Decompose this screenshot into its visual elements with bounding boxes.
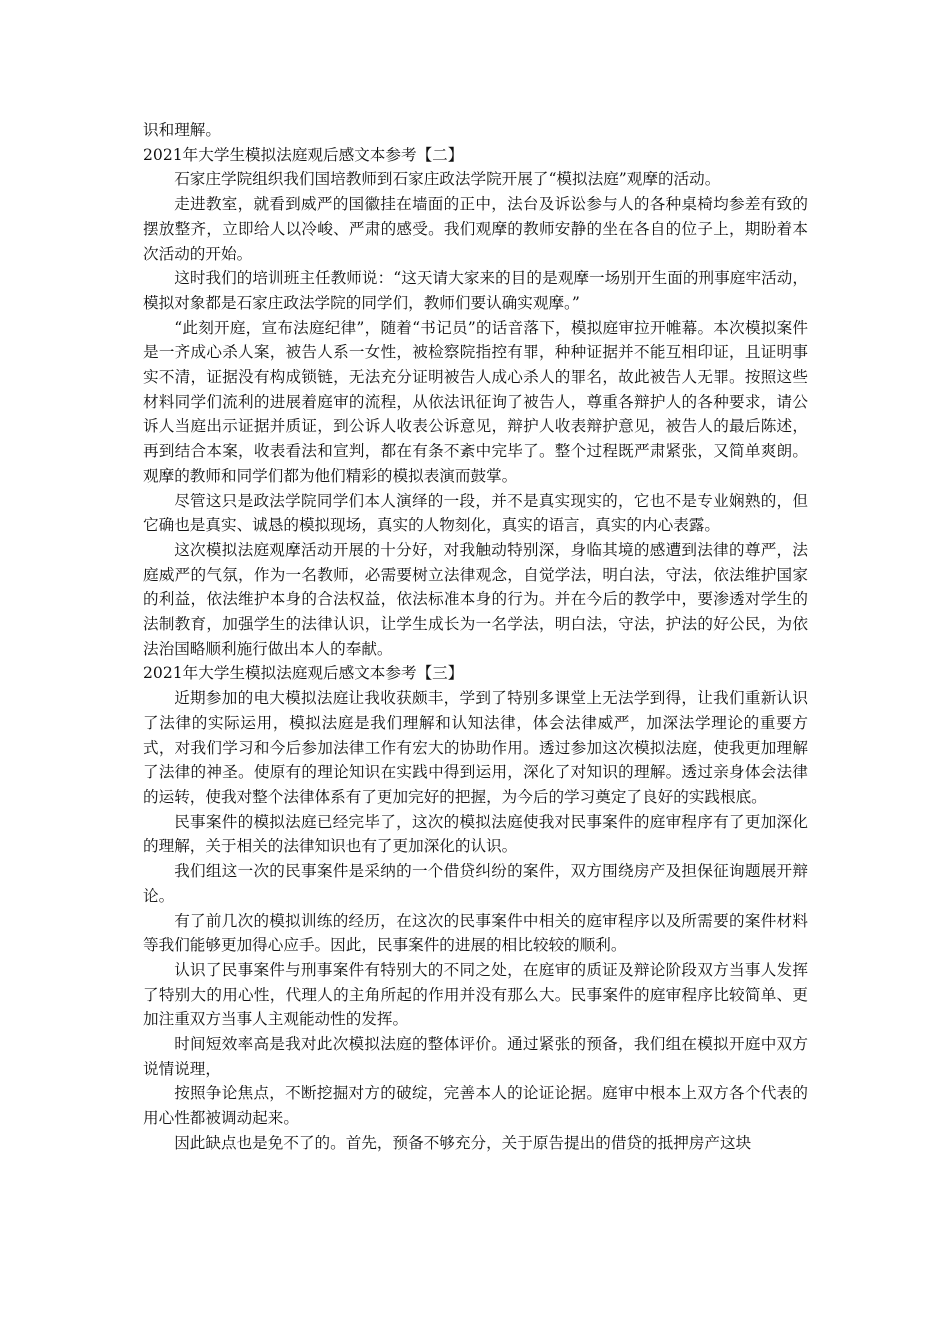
body-paragraph: 石家庄学院组织我们国培教师到石家庄政法学院开展了“模拟法庭”观摩的活动。 xyxy=(174,170,721,189)
continued-paragraph-fragment: 识和理解。 xyxy=(143,121,221,139)
body-paragraph: 民事案件的模拟法庭已经完毕了，这次的模拟法庭使我对民事案件的庭审程序有了更加深化的理解，关于相关的法律知识也有了更加深化的认识。 xyxy=(143,812,808,856)
body-paragraph: 按照争论焦点，不断挖掘对方的破绽，完善本人的论证论据。庭审中根本上双方各个代表的用心性都被调动起来。 xyxy=(143,1084,808,1128)
body-paragraph: 认识了民事案件与刑事案件有特别大的不同之处，在庭审的质证及辩论阶段双方当事人发挥了特别大的用心性，代理人的主角所起的作用并没有那么大。民事案件的庭审程序比较简单、更加注重双方当事人主观能动性的发挥。 xyxy=(143,960,808,1029)
body-paragraph: 我们组这一次的民事案件是采纳的一个借贷纠纷的案件，双方围绕房产及担保征询题展开辩论。 xyxy=(143,862,808,905)
body-paragraph: 有了前几次的模拟训练的经历，在这次的民事案件中相关的庭审程序以及所需要的案件材料等我们能够更加得心应手。因此，民事案件的进展的相比较较的顺利。 xyxy=(143,911,808,955)
body-paragraph: 尽管这只是政法学院同学们本人演绎的一段，并不是真实现实的，它也不是专业娴熟的，但它确也是真实、诚恳的模拟现场，真实的人物刻化，真实的语言，真实的内心表露。 xyxy=(143,491,808,535)
body-paragraph: “此刻开庭，宣布法庭纪律”，随着“书记员”的话音落下，模拟庭审拉开帷幕。本次模拟案件是一齐成心杀人案，被告人系一女性，被检察院指控有罪，种种证据并不能互相印证，且证明事实不清，证据没有构成锁链，无法充分证明被告人成心杀人的罪名，故此被告人无罪。按照这些材料同学们流利的进展着庭审的流程，从依法讯征询了被告人，尊重各辩护人的各种要求，请公诉人当庭出示证据并质证，到公诉人收表公诉意见，辩护人收表辩护意见，被告人的最后陈述，再到结合本案，收表看法和宣判，都在有条不紊中完毕了。整个过程既严肃紧张，又简单爽朗。观摩的教师和同学们都为他们精彩的模拟表演而鼓掌。 xyxy=(143,318,808,485)
body-paragraph: 走进教室，就看到威严的国徽挂在墙面的正中，法台及诉讼参与人的各种桌椅均参差有致的摆放整齐，立即给人以冷峻、严肃的感受。我们观摩的教师安静的坐在各自的位子上，期盼着本次活动的开始。 xyxy=(143,195,808,263)
section-heading-three: 2021年大学生模拟法庭观后感文本参考【三】 xyxy=(143,664,464,683)
body-paragraph: 时间短效率高是我对此次模拟法庭的整体评价。通过紧张的预备，我们组在模拟开庭中双方说情说理， xyxy=(143,1035,808,1078)
document-page xyxy=(143,118,808,1156)
section-heading-two: 2021年大学生模拟法庭观后感文本参考【二】 xyxy=(143,145,464,164)
body-paragraph: 近期参加的电大模拟法庭让我收获颇丰，学到了特别多课堂上无法学到得，让我们重新认识了法律的实际运用，模拟法庭是我们理解和认知法律，体会法律威严，加深法学理论的重要方式，对我们学习和今后参加法律工作有宏大的协助作用。透过参加这次模拟法庭，使我更加理解了法律的神圣。使原有的理论知识在实践中得到运用，深化了对知识的理解。透过亲身体会法律的运转，使我对整个法律体系有了更加完好的把握，为今后的学习奠定了良好的实践根底。 xyxy=(143,689,808,806)
body-paragraph: 因此缺点也是免不了的。首先，预备不够充分，关于原告提出的借贷的抵押房产这块 xyxy=(174,1133,752,1152)
body-paragraph: 这时我们的培训班主任教师说：“这天请大家来的目的是观摩一场别开生面的刑事庭牢活动，模拟对象都是石家庄政法学院的同学们，教师们要认确实观摩。” xyxy=(143,269,808,312)
body-paragraph: 这次模拟法庭观摩活动开展的十分好，对我触动特别深，身临其境的感遭到法律的尊严，法庭威严的气氛，作为一名教师，必需要树立法律观念，自觉学法，明白法，守法，依法维护国家的利益，依法维护本身的合法权益，依法标准本身的行为。并在今后的教学中，要渗透对学生的法制教育，加强学生的法律认识，让学生成长为一名学法，明白法，守法，护法的好公民，为依法治国略顺利施行做出本人的奉献。 xyxy=(143,540,808,658)
